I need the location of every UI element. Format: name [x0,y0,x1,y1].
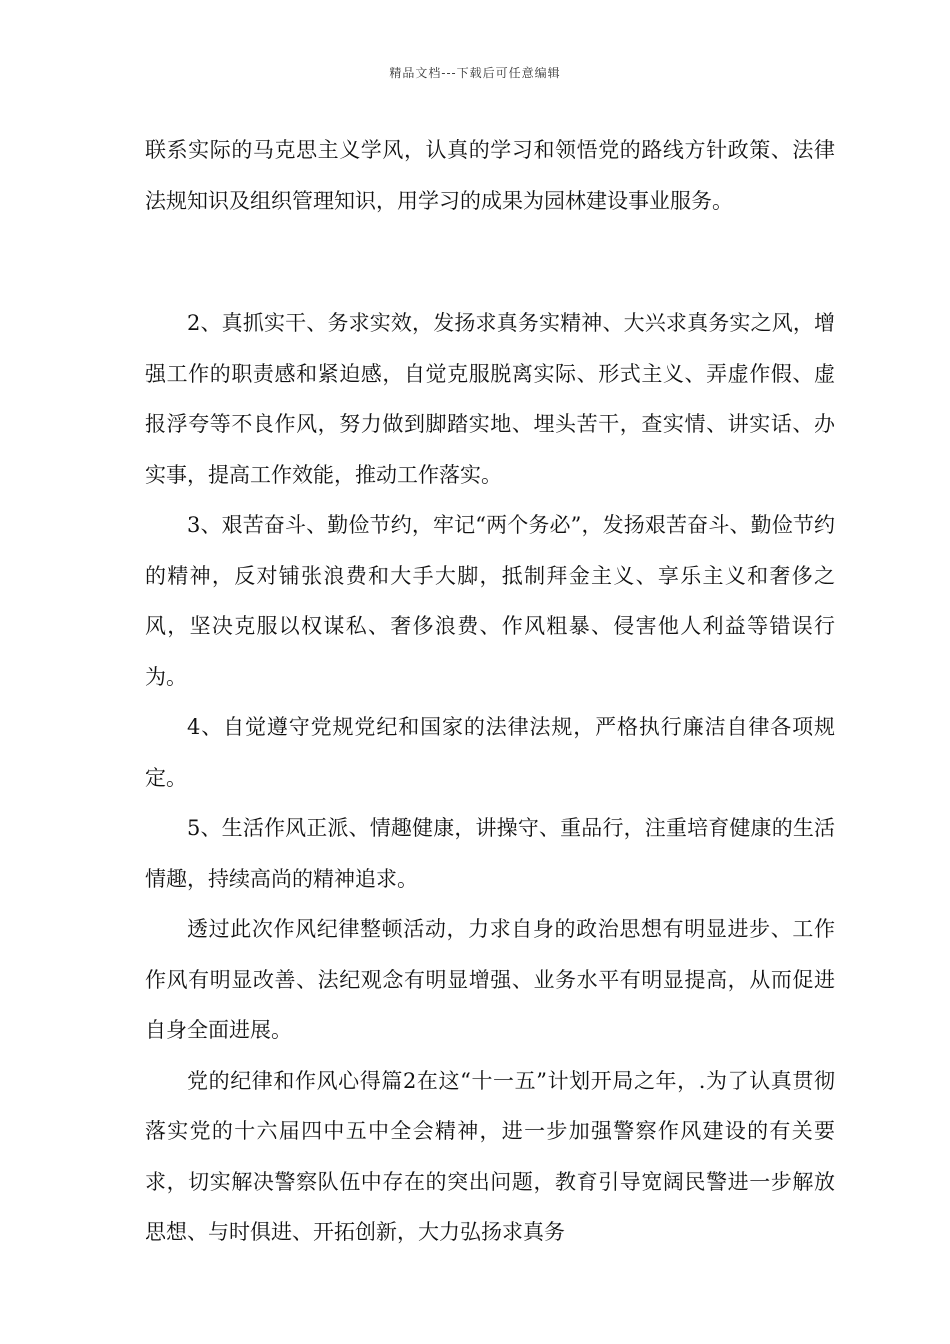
paragraph-item-4: 4、自觉遵守党规党纪和国家的法律法规，严格执行廉洁自律各项规定。 [145,715,835,790]
document-body [145,125,835,1258]
paragraph-item-2: 2、真抓实干、务求实效，发扬求真务实精神、大兴求真务实之风，增强工作的职责感和紧迫感，自觉克服脱离实际、形式主义、弄虚作假、虚报浮夸等不良作风，努力做到脚踏实地、埋头苦干，查实情、讲实话、办实事，提高工作效能，推动工作落实。 [145,311,835,487]
paragraph-continuation: 联系实际的马克思主义学风，认真的学习和领悟党的路线方针政策、法律法规知识及组织管理知识，用学习的成果为园林建设事业服务。 [145,138,835,213]
paragraph-summary: 透过此次作风纪律整顿活动，力求自身的政治思想有明显进步、工作作风有明显改善、法纪观念有明显增强、业务水平有明显提高，从而促进自身全面进展。 [145,917,835,1042]
paragraph-gap [145,226,835,298]
paragraph-item-3: 3、艰苦奋斗、勤俭节约，牢记“两个务必”，发扬艰苦奋斗、勤俭节约的精神，反对铺张浪费和大手大脚，抵制拜金主义、享乐主义和奢侈之风，坚决克服以权谋私、奢侈浪费、作风粗暴、侵害他人利益等错误行为。 [145,513,835,689]
page-header: 精品文档---下载后可任意编辑 [389,66,561,80]
paragraph-item-5: 5、生活作风正派、情趣健康，讲操守、重品行，注重培育健康的生活情趣，持续高尚的精神追求。 [145,816,835,891]
paragraph-article-2: 党的纪律和作风心得篇2在这“十一五”计划开局之年，.为了认真贯彻落实党的十六届四中五中全会精神，进一步加强警察作风建设的有关要求，切实解决警察队伍中存在的突出问题，教育引导宽阔民警进一步解放思想、与时俱进、开拓创新，大力弘扬求真务 [145,1068,835,1244]
